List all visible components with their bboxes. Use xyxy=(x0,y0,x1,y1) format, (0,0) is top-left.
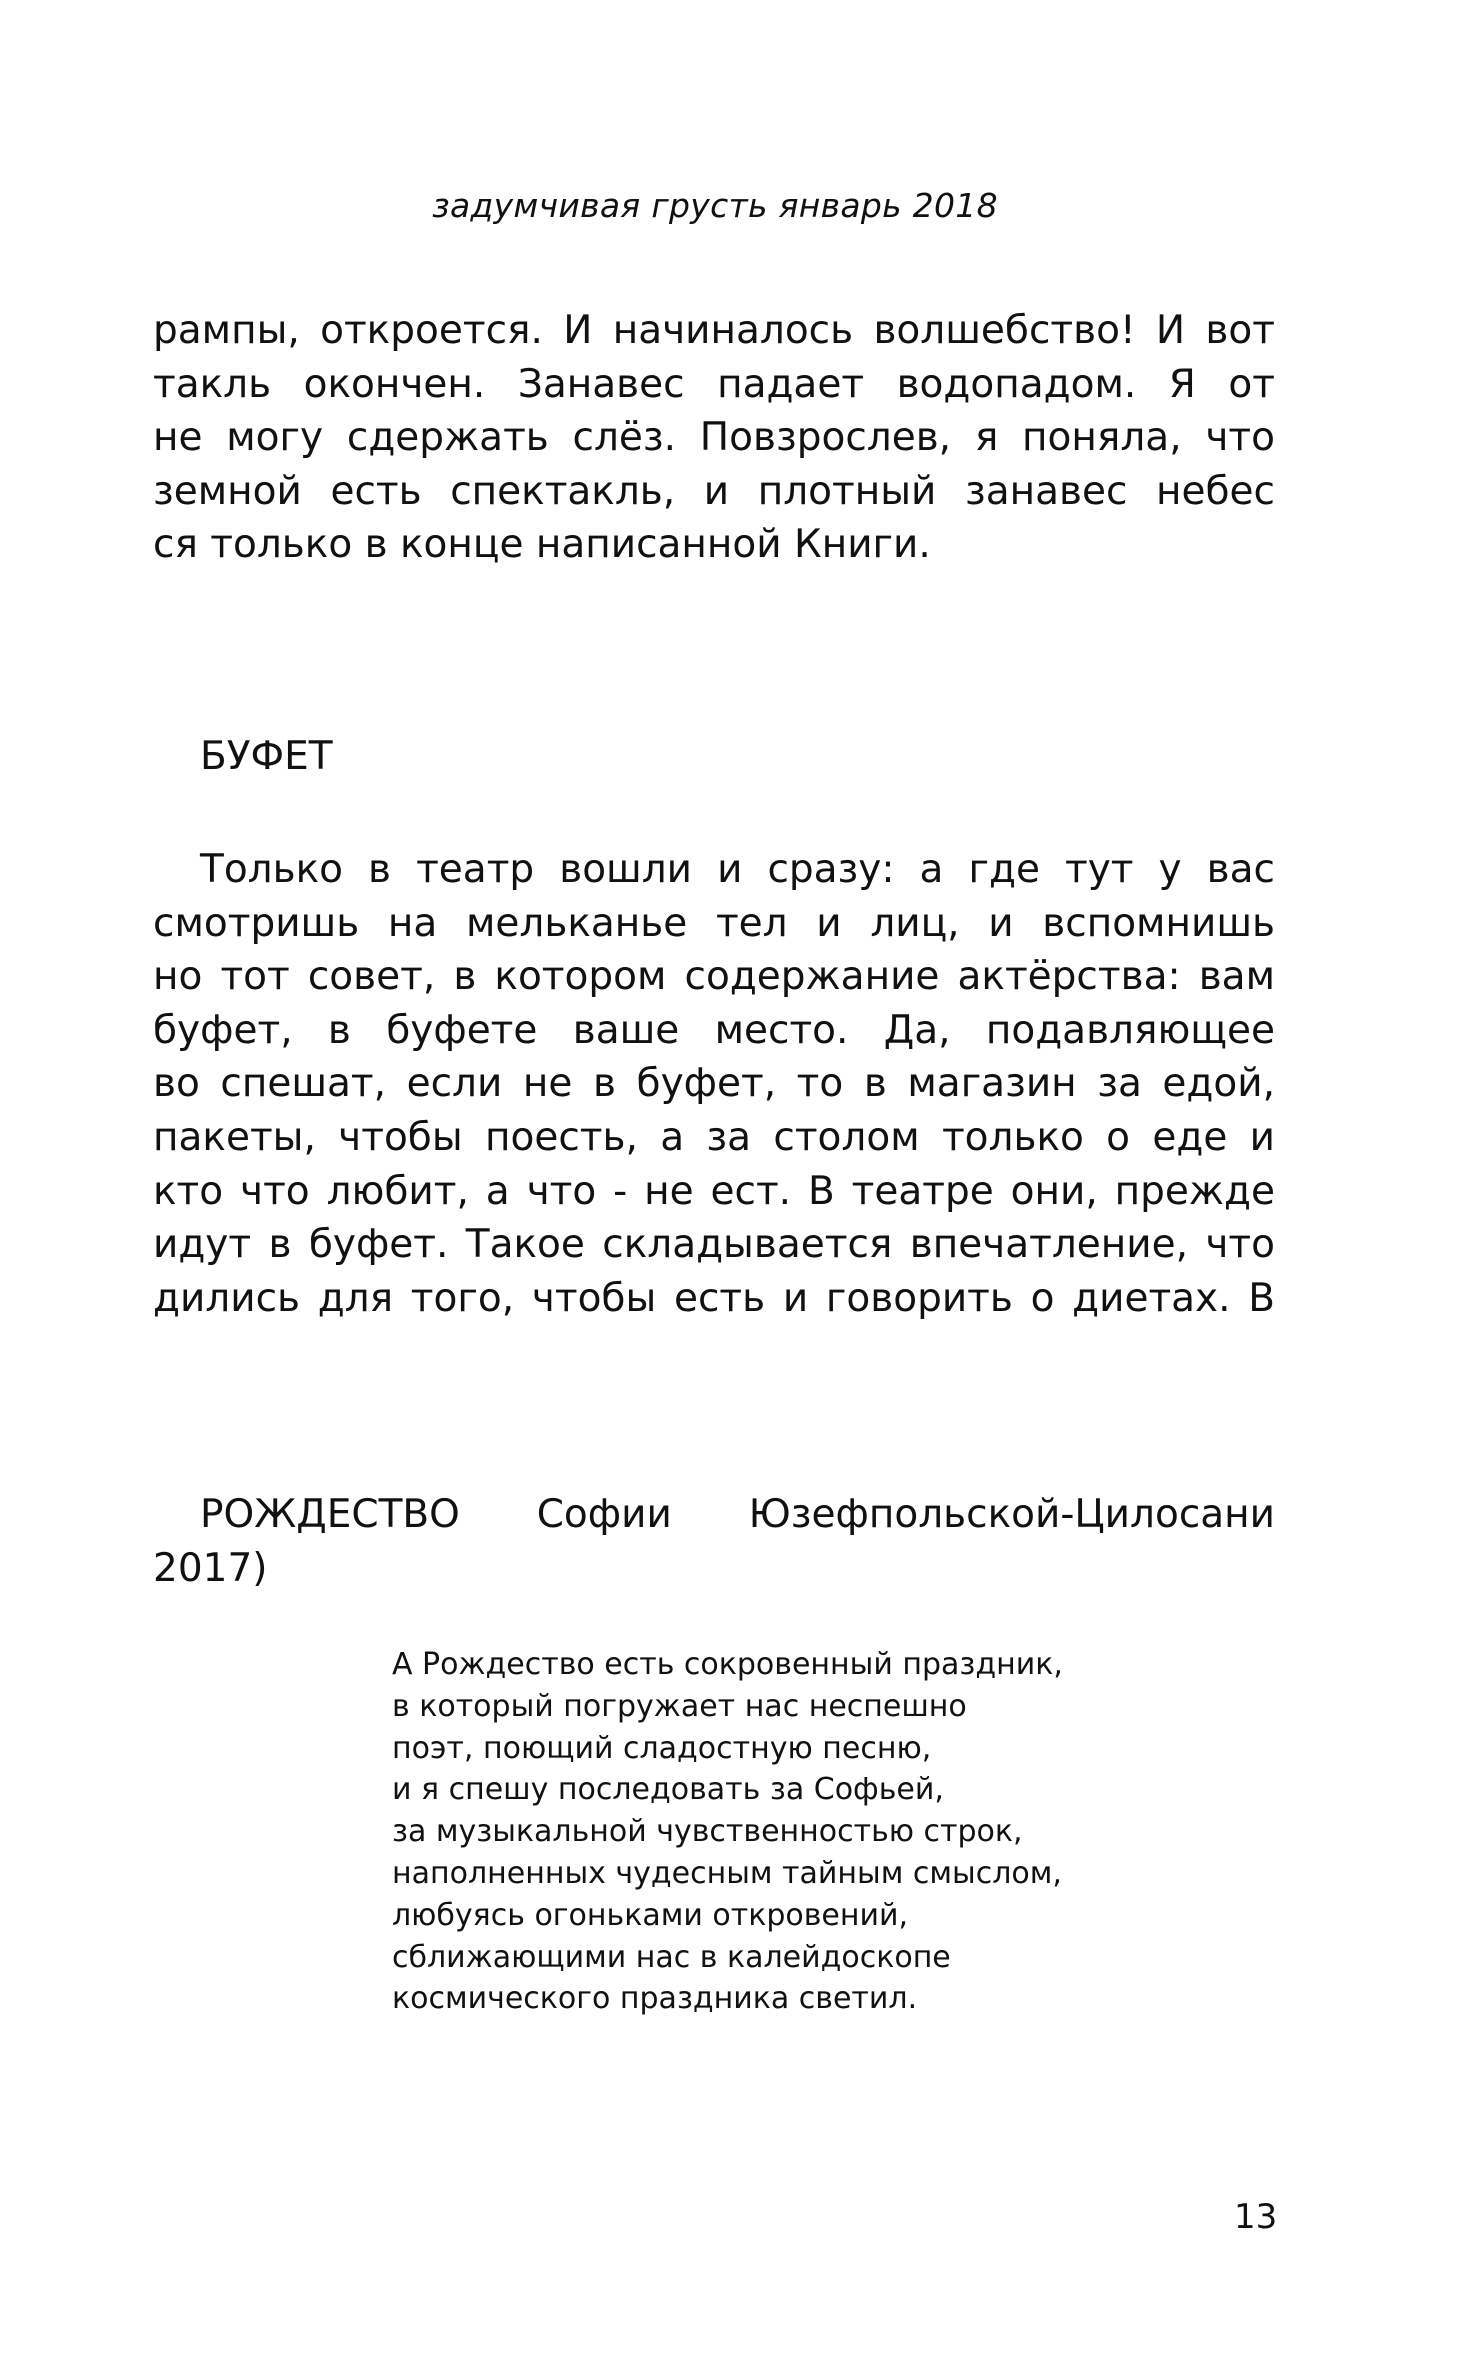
poem-line: космического праздника светил. xyxy=(392,1981,918,2017)
running-header: задумчивая грусть январь 2018 xyxy=(432,186,998,225)
section-title-christmas-line: РОЖДЕСТВО Софии Юзефпольской-Цилосани xyxy=(200,1492,1275,1537)
paragraph-buffet-line: дились для того, чтобы есть и говорить о диетах. В xyxy=(153,1275,1275,1321)
paragraph-buffet-line: буфет, в буфете ваше место. Да, подавляющее xyxy=(153,1007,1275,1053)
paragraph-buffet xyxy=(153,843,1275,1325)
poem-line: в который погружает нас неспешно xyxy=(392,1688,967,1724)
paragraph-buffet-line: Только в театр вошли и сразу: а где тут у вас xyxy=(200,847,1275,892)
section-title-christmas xyxy=(153,1488,1275,1595)
page-number: 13 xyxy=(1234,2197,1278,2237)
paragraph-1-line: земной есть спектакль, и плотный занавес небес xyxy=(153,468,1275,514)
paragraph-buffet-line: кто что любит, а что - не ест. В театре они, прежде xyxy=(153,1168,1275,1214)
poem-line: наполненных чудесным тайным смыслом, xyxy=(392,1855,1062,1891)
paragraph-1-line: такль окончен. Занавес падает водопадом. Я от xyxy=(153,361,1275,407)
poem-line: поэт, поющий сладостную песню, xyxy=(392,1730,932,1766)
poem-line: и я спешу последовать за Софьей, xyxy=(392,1772,944,1808)
paragraph-1-line: не могу сдержать слёз. Повзрослев, я поняла, что xyxy=(153,415,1275,461)
paragraph-buffet-line: во спешат, если не в буфет, то в магазин за едой, xyxy=(153,1061,1275,1107)
paragraph-buffet-line: но тот совет, в котором содержание актёрства: вам xyxy=(153,954,1275,1000)
poem-line: А Рождество есть сокровенный праздник, xyxy=(392,1647,1063,1682)
poem-line: любуясь огоньками откровений, xyxy=(392,1897,909,1933)
paragraph-1 xyxy=(153,304,1275,572)
section-title-christmas-line: 2017) xyxy=(153,1545,268,1591)
paragraph-buffet-line: смотришь на мельканье тел и лиц, и вспомнишь xyxy=(153,900,1275,946)
paragraph-buffet-line: пакеты, чтобы поесть, а за столом только о еде и xyxy=(153,1114,1275,1160)
paragraph-buffet-line: идут в буфет. Такое складывается впечатление, что xyxy=(153,1222,1275,1268)
section-title-buffet: БУФЕТ xyxy=(200,734,333,779)
poem-line: за музыкальной чувственностью строк, xyxy=(392,1814,1023,1850)
poem-line: сближающими нас в калейдоскопе xyxy=(392,1939,951,1975)
paragraph-1-line: ся только в конце написанной Книги. xyxy=(153,522,931,568)
paragraph-1-line: рампы, откроется. И начиналось волшебство! И вот xyxy=(153,308,1275,353)
poem xyxy=(392,1644,1063,2020)
